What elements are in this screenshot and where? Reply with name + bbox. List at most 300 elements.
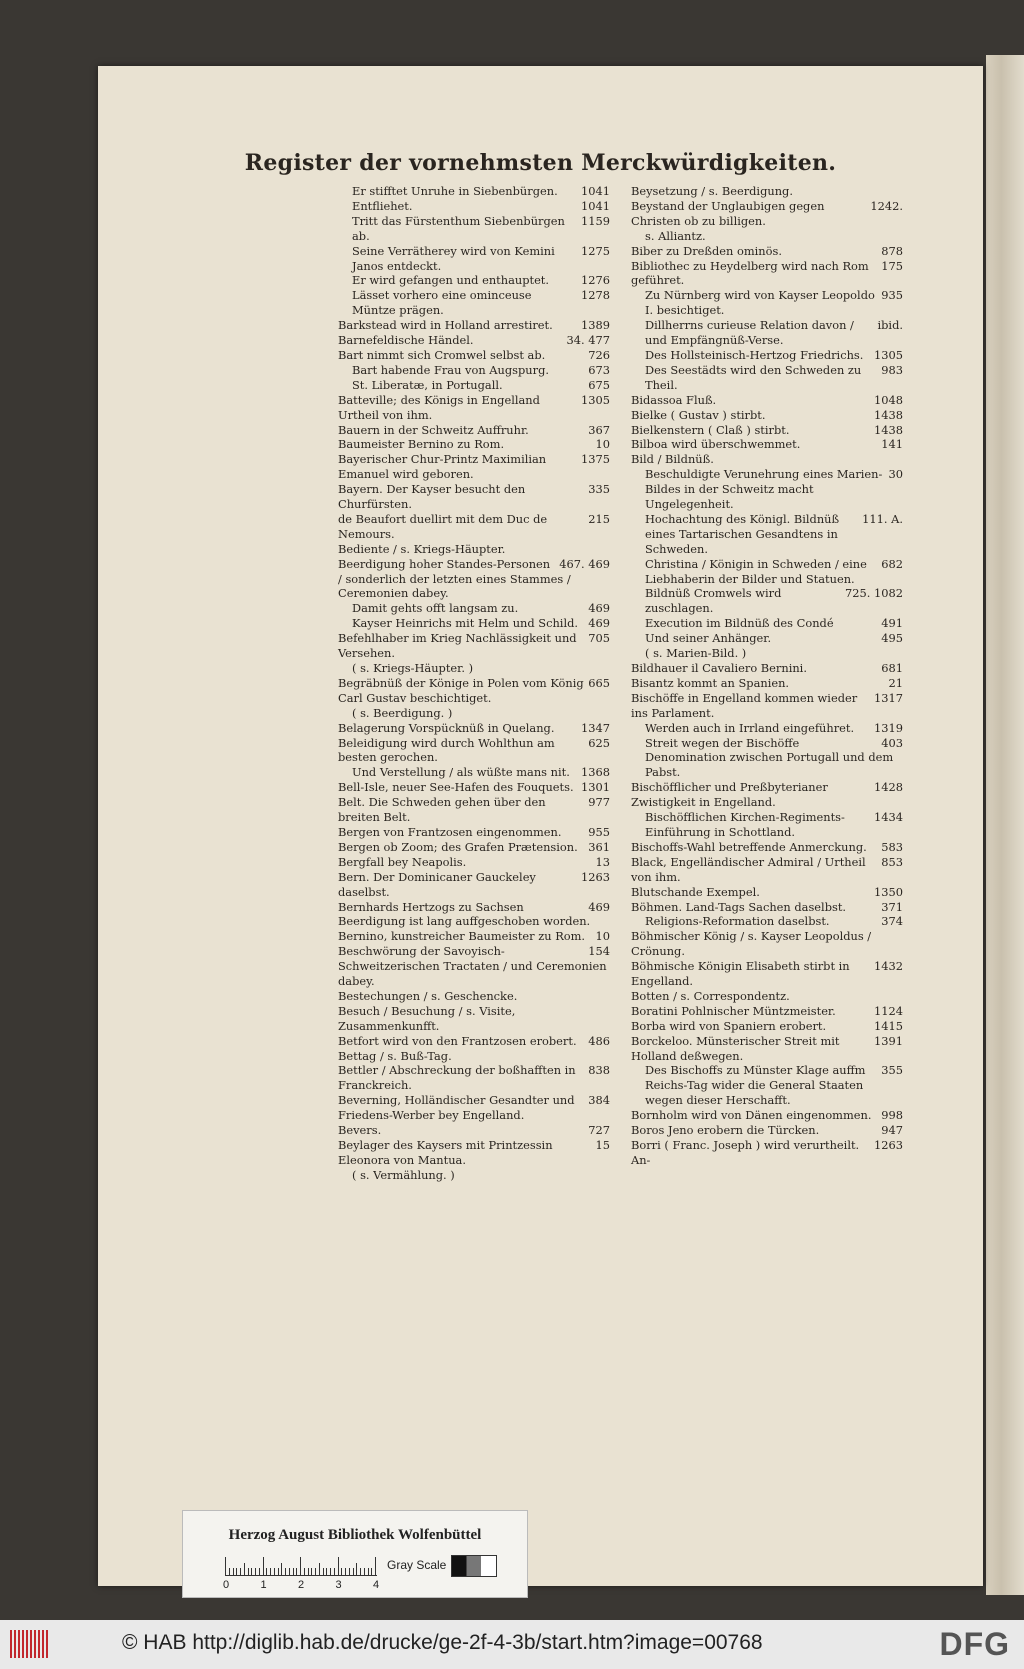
- page-number: 13: [595, 854, 610, 869]
- entry-text: ( s. Vermählung. ): [352, 1167, 455, 1182]
- entry-text: Bischöffe in Engelland kommen wieder ins Parlament.: [631, 690, 858, 720]
- page-number: 491: [881, 616, 903, 631]
- entry-text: Zu Nürnberg wird von Kayser Leopoldo I. besichtiget.: [645, 288, 875, 318]
- entry-text: Bergen von Frantzosen eingenommen.: [338, 824, 562, 839]
- page-number: 34. 477: [566, 333, 610, 348]
- index-entry: [338, 631, 610, 661]
- entry-text: Werden auch in Irrland eingeführet.: [645, 720, 855, 735]
- index-entry: [338, 616, 610, 631]
- ruler-tick: [229, 1568, 230, 1575]
- index-entry: [631, 631, 903, 646]
- page-number: 1432: [874, 959, 903, 974]
- entry-text: Beysetzung / s. Beerdigung.: [631, 184, 793, 198]
- index-entry: [338, 348, 610, 363]
- ruler: [225, 1555, 377, 1576]
- entry-text: Beschuldigte Verunehrung eines Marien-Bildes in der Schweitz macht Ungelegenheit.: [645, 467, 883, 512]
- index-entry: [631, 1138, 903, 1153]
- ruler-tick: [270, 1568, 271, 1575]
- index-entry: [338, 437, 610, 452]
- index-entry: [631, 855, 903, 885]
- entry-text: Beschwörung der Savoyisch-Schweitzerischen Tractaten / und Ceremonien dabey.: [338, 944, 607, 989]
- page-number: 1278: [581, 288, 610, 303]
- ruler-tick: [244, 1563, 245, 1575]
- entry-text: Beverning, Holländischer Gesandter und Friedens-Werber bey Engelland.: [338, 1093, 575, 1123]
- entry-text: Bildnüß Cromwels wird zuschlagen.: [645, 586, 782, 616]
- entry-text: Er stifftet Unruhe in Siebenbürgen.: [352, 184, 558, 198]
- page-number: 1415: [874, 1018, 903, 1033]
- index-entry: [631, 363, 903, 393]
- page-number: 977: [588, 795, 610, 810]
- page-number: 998: [881, 1108, 903, 1123]
- index-entry: [631, 318, 903, 348]
- page-number: 10: [595, 437, 610, 452]
- index-entry: [338, 482, 610, 512]
- right-column: [631, 184, 903, 1168]
- entry-text: Bisantz kommt an Spanien.: [631, 675, 790, 690]
- page-number: 175: [881, 258, 903, 273]
- entry-text: Bergfall bey Neapolis.: [338, 854, 467, 869]
- index-entry: [338, 1138, 610, 1168]
- index-entry: [338, 512, 610, 542]
- entry-text: Des Seestädts wird den Schweden zu Theil.: [645, 362, 862, 392]
- index-entry: [631, 184, 903, 199]
- index-entry: [338, 288, 610, 318]
- entry-text: Bielkenstern ( Claß ) stirbt.: [631, 422, 790, 437]
- index-entry: [338, 318, 610, 333]
- index-entry: [338, 363, 610, 378]
- entry-text: Blutschande Exempel.: [631, 884, 760, 899]
- ruler-tick: [326, 1568, 327, 1575]
- entry-text: Böhmen. Land-Tags Sachen daselbst.: [631, 899, 847, 914]
- page-number: 111. A.: [862, 511, 903, 526]
- entry-text: Bischöfflicher und Preßbyterianer Zwistigkeit in Engelland.: [631, 780, 828, 810]
- page-number: 1041: [581, 198, 610, 213]
- page-number: 675: [588, 377, 610, 392]
- index-entry: [631, 467, 903, 512]
- entry-text: de Beaufort duellirt mit dem Duc de Nemours.: [338, 511, 548, 541]
- index-entry: [631, 229, 903, 244]
- ruler-tick: [240, 1568, 241, 1575]
- index-entry: [631, 885, 903, 900]
- entry-text: An-: [631, 1152, 651, 1167]
- ruler-tick: [368, 1568, 369, 1575]
- ruler-tick: [345, 1568, 346, 1575]
- page-number: 1319: [874, 720, 903, 735]
- page-number: 1317: [874, 690, 903, 705]
- ruler-number: 1: [260, 1579, 267, 1591]
- page-number: 1301: [581, 780, 610, 795]
- entry-text: Belagerung Vorspücknüß in Quelang.: [338, 720, 555, 735]
- index-entry: [338, 542, 610, 557]
- entry-text: Tritt das Fürstenthum Siebenbürgen ab.: [352, 213, 565, 243]
- index-entry: [631, 676, 903, 691]
- page-number: 1389: [581, 318, 610, 333]
- page-number: 1263: [581, 869, 610, 884]
- page-number: 955: [588, 824, 610, 839]
- entry-text: Und seiner Anhänger.: [645, 631, 772, 646]
- entry-text: Kayser Heinrichs mit Helm und Schild.: [352, 616, 578, 631]
- entry-text: St. Liberatæ, in Portugall.: [352, 377, 503, 392]
- page-number: 469: [588, 616, 610, 631]
- page-number: 878: [881, 243, 903, 258]
- ruler-number: 3: [335, 1579, 342, 1591]
- entry-text: Bayerischer Chur-Printz Maximilian Emanuel wird geboren.: [338, 452, 547, 482]
- index-entry: [631, 557, 903, 587]
- entry-text: Dillherrns curieuse Relation davon / und Empfängnüß-Verse.: [645, 318, 854, 348]
- book-page: [98, 66, 983, 1586]
- entry-text: Boros Jeno erobern die Türcken.: [631, 1123, 820, 1138]
- ruler-tick: [274, 1568, 275, 1575]
- entry-text: Besuch / Besuchung / s. Visite, Zusammenkunfft.: [338, 1003, 516, 1033]
- ruler-tick: [293, 1568, 294, 1575]
- ruler-tick: [285, 1568, 286, 1575]
- index-entry: [631, 1034, 903, 1064]
- page-number: 355: [881, 1063, 903, 1078]
- entry-text: Botten / s. Correspondentz.: [631, 988, 790, 1003]
- index-entry: [631, 452, 903, 467]
- entry-text: Hochachtung des Königl. Bildnüß eines Tartarischen Gesandtens in Schweden.: [645, 511, 840, 556]
- index-entry: [338, 378, 610, 393]
- index-entry: [631, 199, 903, 229]
- index-entry: [631, 586, 903, 616]
- card-title: Herzog August Bibliothek Wolfenbüttel: [228, 1527, 482, 1543]
- ruler-tick: [338, 1557, 339, 1575]
- index-entry: [631, 348, 903, 363]
- page-number: 21: [888, 675, 903, 690]
- ruler-tick: [300, 1557, 301, 1575]
- entry-text: ( s. Beerdigung. ): [352, 705, 453, 720]
- ruler-tick: [360, 1568, 361, 1575]
- index-entry: [631, 661, 903, 676]
- page-number: 727: [588, 1123, 610, 1138]
- index-entry: [631, 840, 903, 855]
- ruler-tick: [251, 1568, 252, 1575]
- entry-text: Betfort wird von den Frantzosen erobert.: [338, 1033, 577, 1048]
- index-entry: [338, 214, 610, 244]
- index-entry: [338, 333, 610, 348]
- entry-text: Borba wird von Spaniern erobert.: [631, 1018, 827, 1033]
- entry-text: Entfliehet.: [352, 198, 413, 213]
- ruler-tick: [225, 1557, 226, 1575]
- entry-text: Beerdigung hoher Standes-Personen / sonderlich der letzten eines Stammes / Ceremonien dabey.: [338, 556, 571, 601]
- index-entry: [631, 1004, 903, 1019]
- index-entry: [631, 1063, 903, 1108]
- index-entry: [631, 736, 903, 781]
- page-number: 141: [881, 437, 903, 452]
- index-entry: [631, 616, 903, 631]
- entry-text: Bibliothec zu Heydelberg wird nach Rom geführet.: [631, 258, 869, 288]
- ruler-tick: [308, 1568, 309, 1575]
- entry-text: Boratini Pohlnischer Müntzmeister.: [631, 1003, 836, 1018]
- entry-text: Execution im Bildnüß des Condé: [645, 616, 834, 631]
- index-entry: [338, 944, 610, 989]
- index-entry: [338, 780, 610, 795]
- entry-text: s. Alliantz.: [645, 228, 706, 243]
- page-number: 935: [881, 288, 903, 303]
- ruler-tick: [315, 1568, 316, 1575]
- index-entry: [338, 1034, 610, 1049]
- entry-text: Und Verstellung / als wüßte mans nit.: [352, 765, 570, 780]
- index-entry: [338, 676, 610, 706]
- entry-text: Seine Verrätherey wird von Kemini Janos entdeckt.: [352, 243, 555, 273]
- page-number: 947: [881, 1123, 903, 1138]
- ruler-tick: [248, 1568, 249, 1575]
- page-number: 853: [881, 854, 903, 869]
- index-entry: [338, 795, 610, 825]
- page-number: 469: [588, 601, 610, 616]
- ruler-tick: [255, 1568, 256, 1575]
- entry-text: Black, Engelländischer Admiral / Urtheil von ihm.: [631, 854, 866, 884]
- ruler-tick: [266, 1568, 267, 1575]
- index-entry: [631, 721, 903, 736]
- index-entry: [631, 423, 903, 438]
- entry-text: ( s. Marien-Bild. ): [645, 646, 747, 661]
- index-entry: [338, 706, 610, 721]
- ruler-tick: [349, 1568, 350, 1575]
- index-entry: [338, 1123, 610, 1138]
- index-entry: [338, 244, 610, 274]
- ruler-tick: [341, 1568, 342, 1575]
- entry-text: ( s. Kriegs-Häupter. ): [352, 661, 474, 675]
- index-entry: [338, 601, 610, 616]
- page-number: ibid.: [877, 318, 903, 333]
- page-number: 583: [881, 839, 903, 854]
- page-number: 374: [881, 914, 903, 929]
- page-number: 838: [588, 1063, 610, 1078]
- page-number: 1434: [874, 810, 903, 825]
- index-entry: [338, 661, 610, 676]
- entry-text: Bischöfflichen Kirchen-Regiments-Einführung in Schottland.: [645, 810, 845, 839]
- index-entry: [631, 646, 903, 661]
- page-number: 705: [588, 631, 610, 646]
- entry-text: Des Bischoffs zu Münster Klage auffm Reichs-Tag wider die General Staaten wegen dieser Herschafft.: [645, 1063, 866, 1108]
- entry-text: Religions-Reformation daselbst.: [645, 914, 830, 929]
- ruler-number: 2: [298, 1579, 305, 1591]
- page-number: 1350: [874, 884, 903, 899]
- entry-text: Bildhauer il Cavaliero Bernini.: [631, 661, 807, 675]
- ruler-tick: [259, 1568, 260, 1575]
- page-number: 403: [881, 735, 903, 750]
- index-entry: [338, 840, 610, 855]
- ruler-tick: [323, 1568, 324, 1575]
- entry-text: Er wird gefangen und enthauptet.: [352, 273, 550, 288]
- ruler-tick: [281, 1563, 282, 1575]
- entry-text: Beleidigung wird durch Wohlthun am besten gerochen.: [338, 735, 555, 765]
- index-entry: [631, 259, 903, 289]
- entry-text: Damit gehts offt langsam zu.: [352, 601, 519, 616]
- index-entry: [338, 736, 610, 766]
- page-number: 983: [881, 362, 903, 377]
- index-entry: [631, 1153, 903, 1168]
- entry-text: Böhmische Königin Elisabeth stirbt in Engelland.: [631, 959, 850, 989]
- ruler-number: 0: [223, 1579, 230, 1591]
- page-number: 1347: [581, 720, 610, 735]
- color-reference-card: [182, 1510, 528, 1598]
- index-entry: [338, 1063, 610, 1093]
- entry-text: Streit wegen der Bischöffe Denomination zwischen Portugall und dem Pabst.: [645, 735, 894, 780]
- page-number: 467. 469: [559, 556, 610, 571]
- index-entry: [631, 1019, 903, 1034]
- page-number: 1305: [581, 392, 610, 407]
- ruler-tick: [353, 1568, 354, 1575]
- ruler-tick: [263, 1557, 264, 1575]
- gray-scale-swatch: [451, 1555, 497, 1577]
- entry-text: Bestechungen / s. Geschencke.: [338, 988, 518, 1003]
- index-entry: [631, 914, 903, 929]
- entry-text: Bevers.: [338, 1123, 382, 1138]
- entry-text: Bernhards Hertzogs zu Sachsen Beerdigung ist lang auffgeschoben worden.: [338, 899, 591, 929]
- index-entry: [631, 900, 903, 915]
- page-number: 682: [881, 556, 903, 571]
- entry-text: Bilboa wird überschwemmet.: [631, 437, 801, 452]
- entry-text: Batteville; des Königs in Engelland Urtheil von ihm.: [338, 392, 540, 422]
- page-title: Register der vornehmsten Merckwürdigkeiten.: [244, 150, 837, 176]
- page-number: 361: [588, 839, 610, 854]
- entry-text: Bern. Der Dominicaner Gauckeley daselbst.: [338, 869, 536, 899]
- entry-text: Bart nimmt sich Cromwel selbst ab.: [338, 347, 546, 362]
- page-number: 486: [588, 1033, 610, 1048]
- ruler-number: 4: [373, 1579, 380, 1591]
- page-number: 681: [881, 661, 903, 675]
- index-entry: [338, 989, 610, 1004]
- entry-text: Bernino, kunstreicher Baumeister zu Rom.: [338, 929, 586, 944]
- index-entry: [338, 721, 610, 736]
- page-number: 10: [595, 929, 610, 944]
- ruler-tick: [233, 1568, 234, 1575]
- index-entry: [631, 691, 903, 721]
- page-number: 1124: [874, 1003, 903, 1018]
- footer-bar: [0, 1620, 1024, 1669]
- index-entry: [631, 288, 903, 318]
- entry-text: Beystand der Unglaubigen gegen Christen ob zu billigen.: [631, 198, 825, 228]
- barcode-icon: [10, 1630, 50, 1658]
- ruler-tick: [364, 1568, 365, 1575]
- ruler-tick: [236, 1568, 237, 1575]
- index-entry: [631, 780, 903, 810]
- index-entry: [338, 825, 610, 840]
- page-number: 725. 1082: [845, 586, 903, 601]
- entry-text: Bielke ( Gustav ) stirbt.: [631, 407, 766, 422]
- page-number: 1242.: [870, 198, 903, 213]
- entry-text: Böhmischer König / s. Kayser Leopoldus / Crönung.: [631, 929, 872, 959]
- entry-text: Christina / Königin in Schweden / eine Liebhaberin der Bilder und Statuen.: [645, 556, 867, 586]
- index-entry: [338, 199, 610, 214]
- entry-text: Bauern in der Schweitz Auffruhr.: [338, 422, 529, 437]
- index-entry: [338, 452, 610, 482]
- entry-text: Bornholm wird von Dänen eingenommen.: [631, 1108, 872, 1123]
- index-entry: [338, 1049, 610, 1064]
- entry-text: Befehlhaber im Krieg Nachlässigkeit und Versehen.: [338, 631, 577, 661]
- page-number: 1275: [581, 243, 610, 258]
- entry-text: Bettag / s. Buß-Tag.: [338, 1048, 452, 1063]
- index-entry: [338, 393, 610, 423]
- ruler-tick: [371, 1568, 372, 1575]
- entry-text: Bayern. Der Kayser besucht den Churfürsten.: [338, 482, 526, 512]
- ruler-tick: [319, 1563, 320, 1575]
- ruler-tick: [334, 1568, 335, 1575]
- entry-text: Bell-Isle, neuer See-Hafen des Fouquets.: [338, 780, 574, 795]
- page-number: 495: [881, 631, 903, 646]
- page-number: 384: [588, 1093, 610, 1108]
- ruler-tick: [356, 1563, 357, 1575]
- index-entry: [338, 423, 610, 438]
- index-entry: [338, 273, 610, 288]
- index-entry: [631, 810, 903, 840]
- index-entry: [338, 184, 610, 199]
- page-number: 1305: [874, 347, 903, 362]
- index-entry: [631, 929, 903, 959]
- copyright-link[interactable]: © HAB http://diglib.hab.de/drucke/ge-2f-4-3b/start.htm?image=00768: [122, 1631, 763, 1654]
- page-number: 665: [588, 675, 610, 690]
- page-number: 154: [588, 944, 610, 959]
- page-number: 1368: [581, 765, 610, 780]
- entry-text: Baumeister Bernino zu Rom.: [338, 437, 505, 452]
- page-number: 625: [588, 735, 610, 750]
- page-number: 371: [881, 899, 903, 914]
- index-entry: [338, 1168, 610, 1183]
- entry-text: Borri ( Franc. Joseph ) wird verurtheilt.: [631, 1138, 860, 1152]
- index-entry: [631, 1108, 903, 1123]
- ruler-tick: [311, 1568, 312, 1575]
- page-number: 1263: [874, 1138, 903, 1152]
- page-number: 1048: [874, 392, 903, 407]
- index-entry: [338, 855, 610, 870]
- left-column: [338, 184, 610, 1183]
- index-entry: [631, 1123, 903, 1138]
- index-entry: [338, 1093, 610, 1123]
- entry-text: Bild / Bildnüß.: [631, 452, 714, 467]
- entry-text: Bettler / Abschreckung der boßhafften in Franckreich.: [338, 1063, 576, 1093]
- page-number: 367: [588, 422, 610, 437]
- entry-text: Beylager des Kaysers mit Printzessin Eleonora von Mantua.: [338, 1138, 553, 1167]
- page-number: 1391: [874, 1033, 903, 1048]
- gray-scale-label: Gray Scale: [387, 1558, 447, 1572]
- adjacent-page-edge: [986, 55, 1024, 1595]
- page-number: 1041: [581, 184, 610, 198]
- index-entry: [631, 437, 903, 452]
- page-number: 673: [588, 362, 610, 377]
- entry-text: Begräbnüß der Könige in Polen vom König Carl Gustav beschichtiget.: [338, 675, 584, 705]
- entry-text: Biber zu Dreßden ominös.: [631, 243, 782, 258]
- entry-text: Bidassoa Fluß.: [631, 392, 717, 407]
- index-entry: [338, 900, 610, 930]
- page-number: 30: [888, 467, 903, 482]
- index-entry: [338, 870, 610, 900]
- ruler-tick: [296, 1568, 297, 1575]
- entry-text: Borckeloo. Münsterischer Streit mit Holland deßwegen.: [631, 1033, 840, 1063]
- index-entry: [631, 393, 903, 408]
- entry-text: Belt. Die Schweden gehen über den breiten Belt.: [338, 795, 546, 825]
- dfg-logo: DFG: [939, 1626, 1010, 1662]
- index-entry: [631, 989, 903, 1004]
- page-number: 726: [588, 347, 610, 362]
- entry-text: Lässet vorhero eine ominceuse Müntze prägen.: [352, 288, 532, 318]
- index-entry: [338, 929, 610, 944]
- entry-text: Bischoffs-Wahl betreffende Anmerckung.: [631, 839, 867, 854]
- page-number: 1159: [581, 213, 610, 228]
- page-number: 1438: [874, 407, 903, 422]
- ruler-tick: [330, 1568, 331, 1575]
- index-entry: [338, 1004, 610, 1034]
- entry-text: Bart habende Frau von Augspurg.: [352, 362, 549, 377]
- ruler-tick: [304, 1568, 305, 1575]
- page-number: 1276: [581, 273, 610, 288]
- ruler-tick: [375, 1557, 376, 1575]
- page-number: 215: [588, 511, 610, 526]
- page-number: 1438: [874, 422, 903, 437]
- page-number: 1375: [581, 452, 610, 467]
- index-entry: [631, 512, 903, 557]
